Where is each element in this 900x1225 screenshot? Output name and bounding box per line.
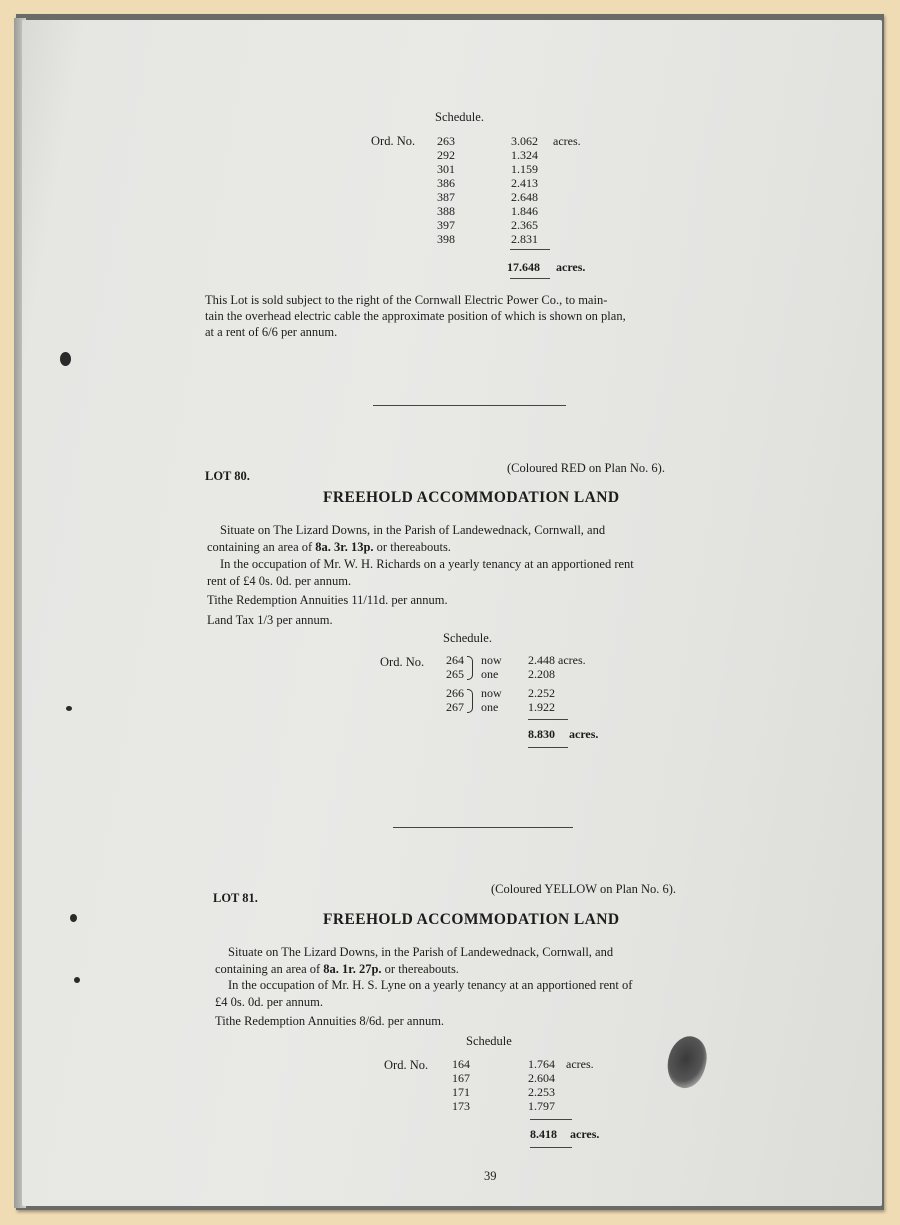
section-divider (393, 827, 573, 828)
ord-no: 388 (437, 204, 455, 218)
total-area: 17.648 (507, 260, 540, 274)
lot-80-area-line: containing an area of 8a. 3r. 13p. or thereabouts. (207, 540, 451, 554)
lot-80-group-2-nos (446, 686, 464, 714)
binding-hole (66, 706, 72, 711)
lot-80-label: LOT 80. (205, 469, 250, 483)
area-value: 1.764 (528, 1057, 555, 1071)
ord-no-list (437, 134, 455, 246)
lot-80-group-2-notes (481, 686, 502, 714)
ord-no: 265 (446, 667, 464, 681)
lot-81-total-area: 8.418 (530, 1127, 557, 1141)
ord-no: 263 (437, 134, 455, 148)
lot-81-total-unit: acres. (570, 1127, 600, 1141)
area-value: 1.846 (511, 204, 538, 218)
total-rule (530, 1119, 572, 1120)
area-value: 2.253 (528, 1085, 555, 1099)
area-value: 1.324 (511, 148, 538, 162)
area-value: 2.448 acres. (528, 653, 586, 667)
lot-81-tithe: Tithe Redemption Annuities 8/6d. per annum. (215, 1014, 445, 1028)
schedule-heading: Schedule. (435, 110, 484, 124)
lot-81-area-list (528, 1057, 555, 1113)
ord-no: 267 (446, 700, 464, 714)
lot-80-group-1-areas (528, 653, 586, 681)
lot-80-rent: rent of £4 0s. 0d. per annum. (207, 574, 352, 588)
area-value: 2.413 (511, 176, 538, 190)
ord-no: 173 (452, 1099, 470, 1113)
area-unit: acres. (553, 134, 581, 148)
group-note: one (481, 700, 499, 714)
area-value: 3.062 (511, 134, 538, 148)
area-value: 2.208 (528, 667, 555, 681)
ord-no: 266 (446, 686, 464, 700)
lot-80-schedule-heading: Schedule. (443, 631, 492, 645)
area-value: 1.797 (528, 1099, 555, 1113)
lot-81-schedule-heading: Schedule (466, 1034, 512, 1048)
total-rule (510, 249, 550, 250)
lot-80-group-1-nos (446, 653, 464, 681)
lot-80-total-area: 8.830 (528, 727, 555, 741)
ord-no: 386 (437, 176, 455, 190)
lot-80-land-tax: Land Tax 1/3 per annum. (207, 613, 333, 627)
note-line: This Lot is sold subject to the right of the Cornwall Electric Power Co., to main- (205, 293, 608, 307)
group-note: one (481, 667, 499, 681)
area-list (511, 134, 538, 246)
ord-no: 387 (437, 190, 455, 204)
lot-81-area-line: containing an area of 8a. 1r. 27p. or thereabouts. (215, 962, 459, 976)
note-line: tain the overhead electric cable the approximate position of which is shown on plan, (205, 309, 626, 323)
ord-no-label: Ord. No. (371, 134, 416, 148)
lot-80-total-unit: acres. (569, 727, 599, 741)
ord-no: 292 (437, 148, 455, 162)
area-value: 2.648 (511, 190, 538, 204)
area-unit: acres. (566, 1057, 594, 1071)
total-rule (528, 719, 568, 720)
lot-81-situation: Situate on The Lizard Downs, in the Parish of Landewednack, Cornwall, and (228, 945, 614, 959)
page-number: 39 (484, 1169, 497, 1183)
lot-80-area: 8a. 3r. 13p. (315, 540, 374, 554)
binding-hole (70, 914, 77, 922)
lot-81-rent: £4 0s. 0d. per annum. (215, 995, 323, 1009)
lot-80-occupation: In the occupation of Mr. W. H. Richards on a yearly tenancy at an apportioned rent (220, 557, 634, 571)
ord-no: 164 (452, 1057, 470, 1071)
lot-81-title: FREEHOLD ACCOMMODATION LAND (323, 911, 620, 928)
lot-note (205, 292, 626, 340)
note-line: at a rent of 6/6 per annum. (205, 325, 338, 339)
lot-80-ord-no-label: Ord. No. (380, 655, 425, 669)
lot-81-ord-no-label: Ord. No. (384, 1058, 429, 1072)
lot-80-title: FREEHOLD ACCOMMODATION LAND (323, 489, 620, 506)
total-underline (528, 747, 568, 748)
ord-no: 171 (452, 1085, 470, 1099)
lot-80-group-1-notes (481, 653, 502, 681)
brace-icon (467, 689, 473, 713)
area-value: 2.831 (511, 232, 538, 246)
area-value: 2.604 (528, 1071, 555, 1085)
lot-80-colour-note: (Coloured RED on Plan No. 6). (507, 461, 665, 475)
ord-no: 301 (437, 162, 455, 176)
binding-hole (74, 977, 80, 983)
lot-80-situation: Situate on The Lizard Downs, in the Parish of Landewednack, Cornwall, and (220, 523, 606, 537)
group-note: now (481, 686, 502, 700)
area-value: 1.159 (511, 162, 538, 176)
lot-81-ord-no-list (452, 1057, 470, 1113)
total-underline (510, 278, 550, 279)
lot-80-group-2-areas (528, 686, 555, 714)
lot-81-colour-note: (Coloured YELLOW on Plan No. 6). (491, 882, 677, 896)
area-value: 2.252 (528, 686, 555, 700)
lot-81-area: 8a. 1r. 27p. (323, 962, 382, 976)
ord-no: 397 (437, 218, 455, 232)
ord-no: 398 (437, 232, 455, 246)
total-unit: acres. (556, 260, 586, 274)
area-value: 1.922 (528, 700, 555, 714)
lot-80-tithe: Tithe Redemption Annuities 11/11d. per annum. (207, 593, 448, 607)
brace-icon (467, 656, 473, 680)
binding-hole (60, 352, 71, 366)
total-underline (530, 1147, 572, 1148)
lot-81-label: LOT 81. (213, 891, 258, 905)
section-divider (373, 405, 566, 406)
area-value: 2.365 (511, 218, 538, 232)
ord-no: 264 (446, 653, 464, 667)
ord-no: 167 (452, 1071, 470, 1085)
lot-81-occupation: In the occupation of Mr. H. S. Lyne on a yearly tenancy at an apportioned rent of (228, 978, 633, 992)
group-note: now (481, 653, 502, 667)
